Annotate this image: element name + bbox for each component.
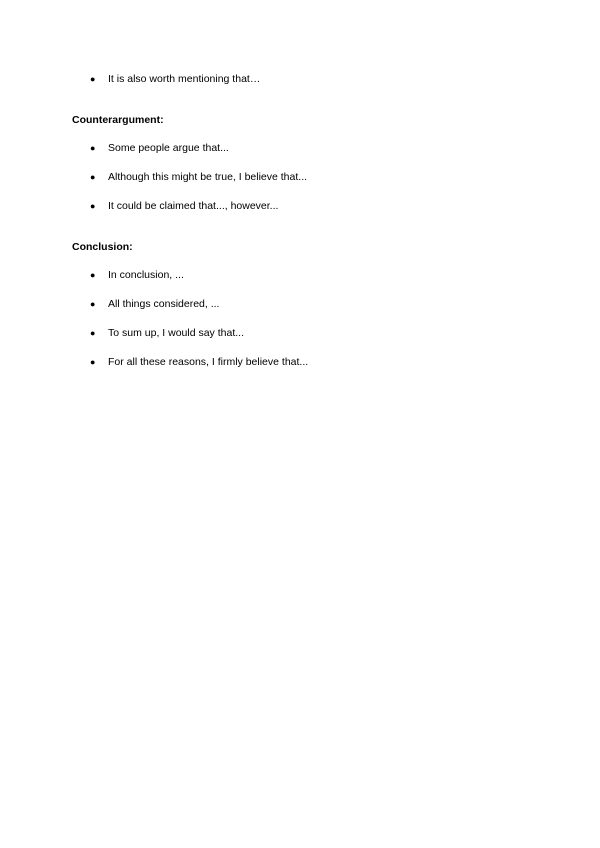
list-item-text: It is also worth mentioning that… — [108, 73, 261, 85]
bullet-icon: ● — [90, 270, 96, 280]
list-item-text: Some people argue that... — [108, 142, 229, 154]
bullet-icon: ● — [90, 172, 96, 182]
bullet-icon: ● — [90, 357, 96, 367]
list-item — [90, 141, 229, 155]
list-item-text: To sum up, I would say that... — [108, 327, 244, 339]
list-item-text: It could be claimed that..., however... — [108, 200, 279, 212]
list-item-text: For all these reasons, I firmly believe that... — [108, 356, 309, 368]
list-item — [90, 199, 278, 213]
list-item — [90, 72, 260, 86]
list-item-text: In conclusion, ... — [108, 269, 184, 281]
bullet-icon: ● — [90, 74, 96, 84]
list-item — [90, 268, 184, 282]
conclusion-heading: Conclusion: — [72, 241, 133, 253]
list-item-text: Although this might be true, I believe that... — [108, 171, 308, 183]
list-item — [90, 170, 307, 184]
bullet-icon: ● — [90, 201, 96, 211]
list-item — [90, 326, 244, 340]
counterargument-heading: Counterargument: — [72, 114, 164, 126]
bullet-icon: ● — [90, 299, 96, 309]
list-item — [90, 297, 219, 311]
bullet-icon: ● — [90, 328, 96, 338]
bullet-icon: ● — [90, 143, 96, 153]
list-item — [90, 355, 308, 369]
list-item-text: All things considered, ... — [108, 298, 220, 310]
